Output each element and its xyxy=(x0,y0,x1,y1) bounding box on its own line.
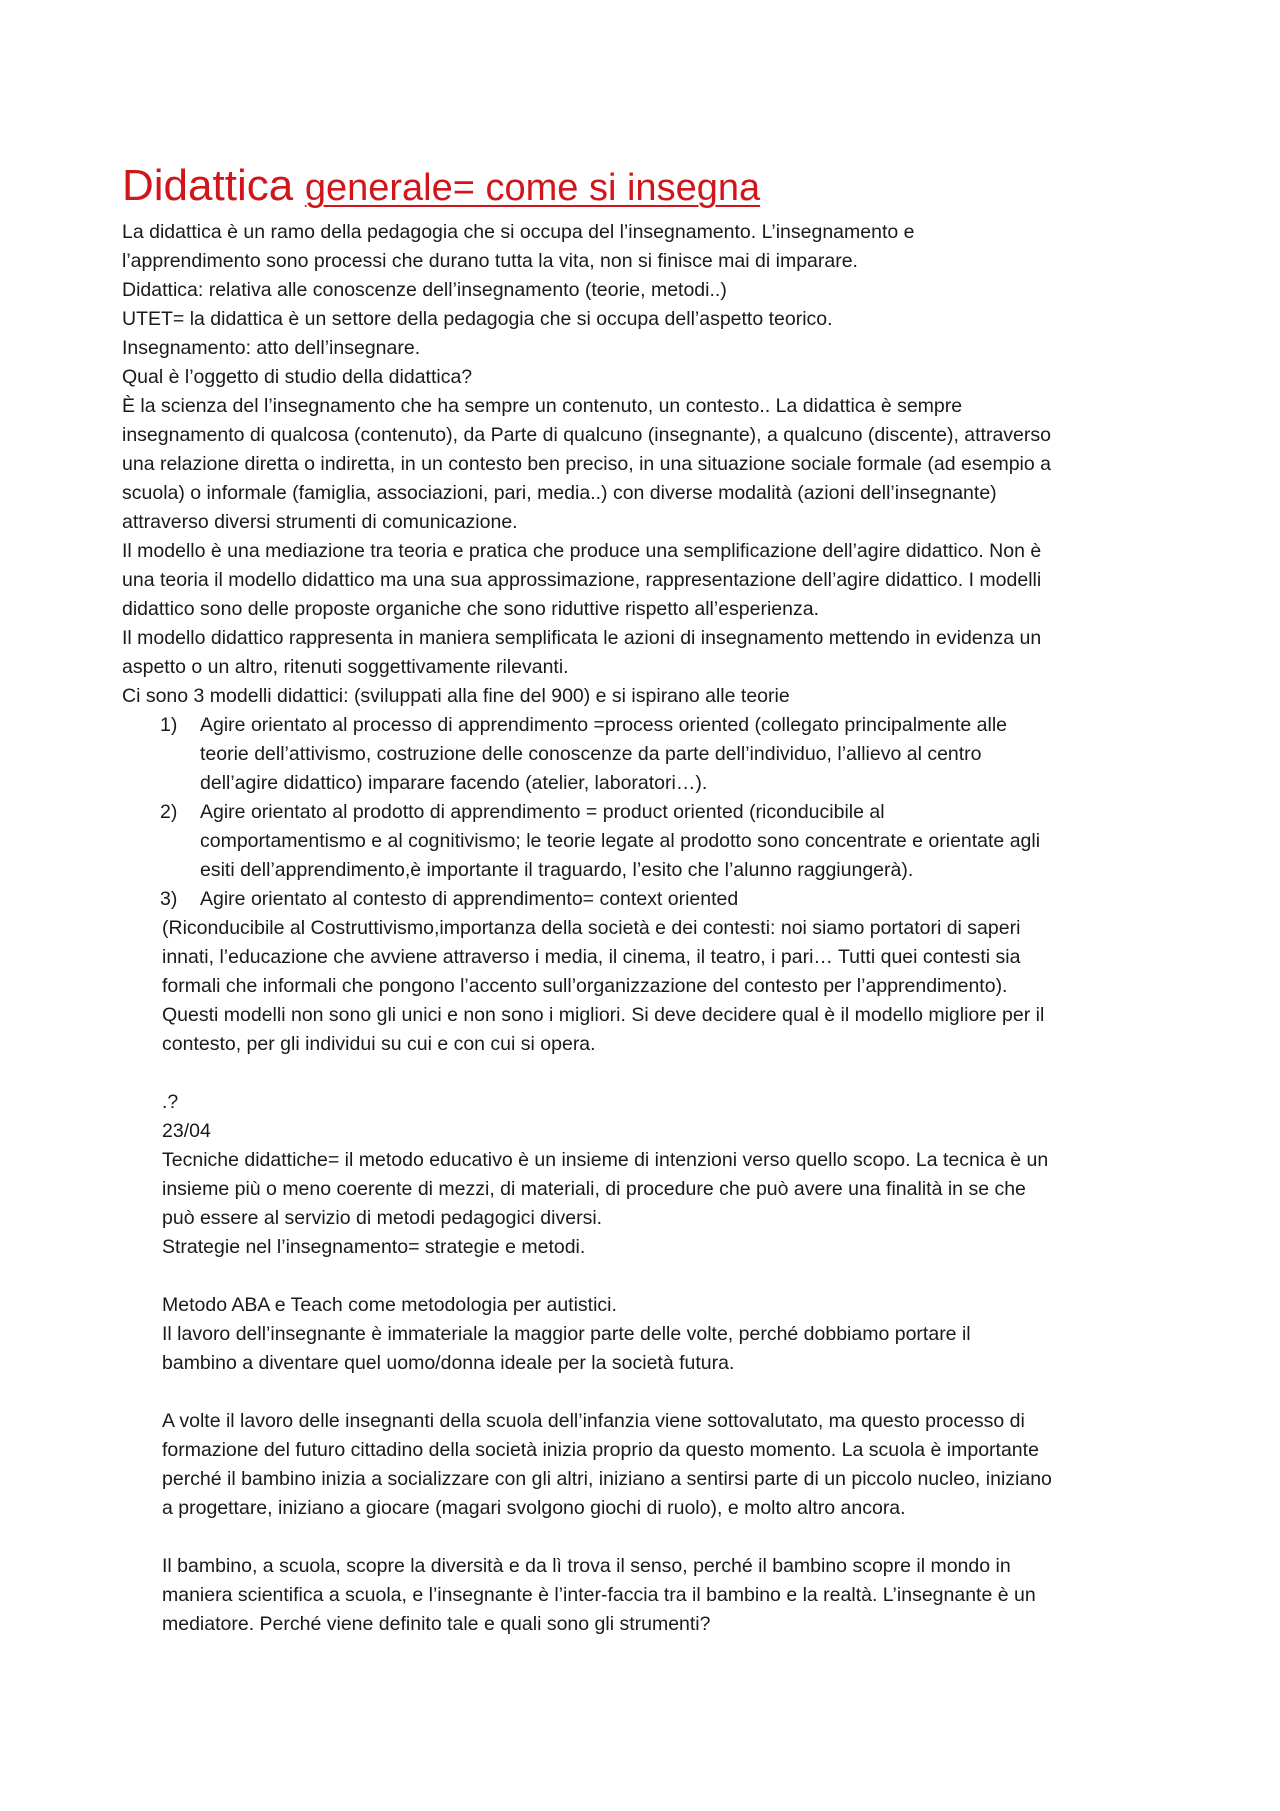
text-line: perché il bambino inizia a socializzare con gli altri, iniziano a sentirsi parte di un piccolo nucleo, iniziano xyxy=(162,1468,1052,1490)
list-item-line: Agire orientato al contesto di apprendimento= context oriented xyxy=(200,888,739,910)
text-line: insegnamento di qualcosa (contenuto), da Parte di qualcuno (insegnante), a qualcuno (discente), attraverso xyxy=(122,424,1051,446)
text-line: può essere al servizio di metodi pedagogici diversi. xyxy=(162,1207,603,1229)
text-line: una relazione diretta o indiretta, in un contesto ben preciso, in una situazione sociale formale (ad esempio a xyxy=(122,453,1051,475)
text-line: innati, l’educazione che avviene attraverso i media, il cinema, il teatro, i pari… Tutti quei contesti sia xyxy=(162,946,1021,968)
text-line: formali che informali che pongono l’accento sull’organizzazione del contesto per l’apprendimento). xyxy=(162,975,1008,997)
date-text: 23/04 xyxy=(162,1120,211,1142)
text-line: Il bambino, a scuola, scopre la diversità e da lì trova il senso, perché il bambino scopre il mondo in xyxy=(162,1555,1011,1577)
list-item-line: Agire orientato al prodotto di apprendimento = product oriented (riconducibile al xyxy=(200,801,885,823)
spacer xyxy=(162,1523,1182,1552)
text-line: a progettare, iniziano a giocare (magari svolgono giochi di ruolo), e molto altro ancora. xyxy=(162,1497,906,1519)
title-part-didattica: Didattica xyxy=(122,161,294,210)
text-line: Questi modelli non sono gli unici e non sono i migliori. Si deve decidere qual è il modello migliore per il xyxy=(162,1004,1045,1026)
text-line: UTET= la didattica è un settore della pedagogia che si occupa dell’aspetto teorico. xyxy=(122,308,833,330)
marker-text: .? xyxy=(162,1091,179,1113)
list-number: 3) xyxy=(160,888,178,910)
text-line: Il modello didattico rappresenta in maniera semplificata le azioni di insegnamento mettendo in evidenza un xyxy=(122,627,1042,649)
list-item xyxy=(122,885,1182,914)
text-line: formazione del futuro cittadino della società inizia proprio da questo momento. La scuola è importante xyxy=(162,1439,1039,1461)
models-list xyxy=(122,711,1182,914)
text-line: didattico sono delle proposte organiche che sono riduttive rispetto all’esperienza. xyxy=(122,598,820,620)
intro-section xyxy=(122,218,1182,711)
spacer xyxy=(162,1262,1182,1291)
text-line: Metodo ABA e Teach come metodologia per autistici. xyxy=(162,1294,617,1316)
text-line: È la scienza del l’insegnamento che ha sempre un contenuto, un contesto.. La didattica è sempre xyxy=(122,395,963,417)
text-line: Ci sono 3 modelli didattici: (sviluppati alla fine del 900) e si ispirano alle teorie xyxy=(122,685,790,707)
text-line: insieme più o meno coerente di mezzi, di materiali, di procedure che può avere una finalità in se che xyxy=(162,1178,1026,1200)
list-item-line: Agire orientato al processo di apprendimento =process oriented (collegato principalmente alle xyxy=(200,714,1008,736)
text-line: A volte il lavoro delle insegnanti della scuola dell’infanzia viene sottovalutato, ma questo processo di xyxy=(162,1410,1025,1432)
text-line: maniera scientifica a scuola, e l’insegnante è l’inter-faccia tra il bambino e la realtà. L’insegnante è un xyxy=(162,1584,1036,1606)
text-line: Strategie nel l’insegnamento= strategie e metodi. xyxy=(162,1236,586,1258)
page-title xyxy=(122,160,760,214)
document-body xyxy=(122,218,1182,1639)
list-item-line: comportamentismo e al cognitivismo; le teorie legate al prodotto sono concentrate e orientate agli xyxy=(200,830,1041,852)
title-part-generale: generale= come si insegna xyxy=(304,167,761,209)
list-item xyxy=(122,798,1182,885)
text-line: (Riconducibile al Costruttivismo,importanza della società e dei contesti: noi siamo portatori di saperi xyxy=(162,917,1021,939)
list-item-line: dell’agire didattico) imparare facendo (atelier, laboratori…). xyxy=(200,772,708,794)
text-line: Il lavoro dell’insegnante è immateriale la maggior parte delle volte, perché dobbiamo portare il xyxy=(162,1323,971,1345)
text-line: mediatore. Perché viene definito tale e quali sono gli strumenti? xyxy=(162,1613,711,1635)
text-line: Il modello è una mediazione tra teoria e pratica che produce una semplificazione dell’agire didattico. Non è xyxy=(122,540,1042,562)
text-line: una teoria il modello didattico ma una sua approssimazione, rappresentazione dell’agire didattico. I modelli xyxy=(122,569,1042,591)
text-line: Insegnamento: atto dell’insegnare. xyxy=(122,337,421,359)
spacer xyxy=(162,1378,1182,1407)
text-line: bambino a diventare quel uomo/donna ideale per la società futura. xyxy=(162,1352,735,1374)
text-line: La didattica è un ramo della pedagogia che si occupa del l’insegnamento. L’insegnamento e xyxy=(122,221,915,243)
list-number: 2) xyxy=(160,801,178,823)
list-item-line: esiti dell’apprendimento,è importante il traguardo, l’esito che l’alunno raggiungerà). xyxy=(200,859,914,881)
text-line: Qual è l’oggetto di studio della didattica? xyxy=(122,366,473,388)
after-list-section xyxy=(122,914,1182,1639)
text-line: contesto, per gli individui su cui e con cui si opera. xyxy=(162,1033,596,1055)
text-line: Didattica: relativa alle conoscenze dell’insegnamento (teorie, metodi..) xyxy=(122,279,727,301)
text-line: aspetto o un altro, ritenuti soggettivamente rilevanti. xyxy=(122,656,569,678)
spacer xyxy=(162,1059,1182,1088)
list-item-line: teorie dell’attivismo, costruzione delle conoscenze da parte dell’individuo, l’allievo al centro xyxy=(200,743,982,765)
text-line: l’apprendimento sono processi che durano tutta la vita, non si finisce mai di imparare. xyxy=(122,250,858,272)
list-item xyxy=(122,711,1182,798)
list-number: 1) xyxy=(160,714,178,736)
text-line: Tecniche didattiche= il metodo educativo è un insieme di intenzioni verso quello scopo. La tecnica è un xyxy=(162,1149,1049,1171)
text-line: scuola) o informale (famiglia, associazioni, pari, media..) con diverse modalità (azioni dell’insegnante) xyxy=(122,482,997,504)
text-line: attraverso diversi strumenti di comunicazione. xyxy=(122,511,518,533)
